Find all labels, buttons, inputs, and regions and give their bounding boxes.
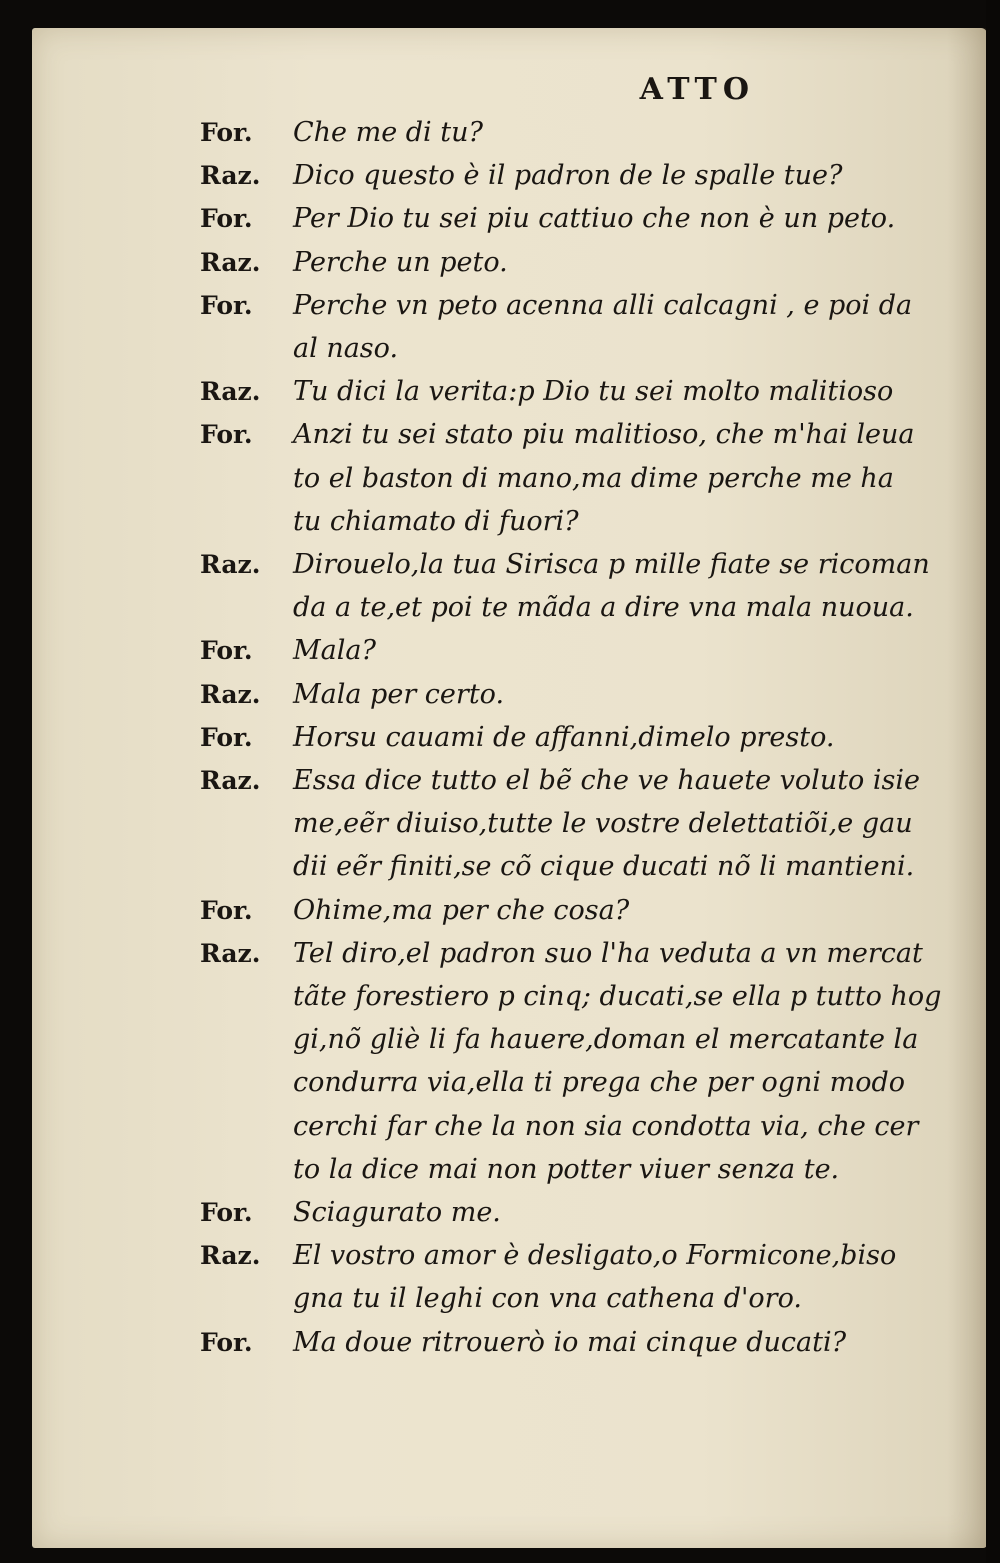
dialogue-line — [0, 891, 955, 931]
speaker-label: For. — [200, 636, 253, 666]
speech-text: Horsu cauami de affanni,dimelo presto. — [293, 721, 835, 753]
speaker-label: For. — [200, 204, 253, 234]
speech-text: El vostro amor è desligato,o Formicone,biso — [293, 1240, 897, 1272]
speech-text: Perche un peto. — [293, 246, 508, 278]
speaker-label: Raz. — [200, 1241, 261, 1271]
dialogue-line — [0, 329, 955, 369]
speech-text: Tu dici la verita:p Dio tu sei molto malitioso — [293, 376, 894, 408]
speaker-label: For. — [200, 1327, 253, 1357]
speech-text: Anzi tu sei stato piu malitioso, che m'hai leua — [293, 419, 915, 451]
dialogue-line — [0, 631, 955, 671]
dialogue-line — [0, 156, 955, 196]
speech-text: gi,nõ gliè li fa hauere,doman el mercatante la — [293, 1024, 919, 1056]
speaker-label: Raz. — [200, 550, 261, 579]
dialogue-line — [0, 588, 955, 628]
dialogue-line — [0, 459, 955, 499]
speech-text: Mala? — [293, 635, 376, 667]
speech-text: Tel diro,el padron suo l'ha veduta a vn mercat — [293, 937, 923, 969]
dialogue-line — [0, 1020, 955, 1060]
dialogue-line — [0, 1279, 955, 1319]
dialogue-line — [0, 977, 955, 1017]
speaker-label: Raz. — [200, 377, 261, 407]
dialogue-line — [0, 761, 955, 801]
dialogue-line — [0, 372, 955, 412]
speech-text: Perche vn peto acenna alli calcagni , e poi da — [293, 289, 913, 321]
speaker-label: Raz. — [200, 766, 261, 795]
speech-text: cerchi far che la non sia condotta via, che cer — [293, 1110, 919, 1142]
dialogue-line — [0, 1150, 955, 1190]
speaker-label: For. — [200, 722, 253, 752]
dialogue-line — [0, 1323, 955, 1363]
dialogue-line — [0, 1107, 955, 1147]
dialogue-line — [0, 1193, 955, 1233]
dialogue-line — [0, 113, 955, 153]
speech-text: me,eẽr diuiso,tutte le vostre delettatiõi,e gau — [293, 808, 913, 840]
dialogue-line — [0, 545, 955, 585]
dialogue-line — [0, 1236, 955, 1276]
speaker-label: Raz. — [200, 247, 261, 277]
speech-text: to el baston di mano,ma dime perche me ha — [293, 462, 894, 494]
speech-text: Che me di tu? — [293, 117, 483, 148]
dialogue-line — [0, 243, 955, 283]
speech-text: Sciagurato me. — [293, 1197, 501, 1228]
speech-text: gna tu il leghi con vna cathena d'oro. — [293, 1283, 802, 1315]
speech-text: da a te,et poi te mãda a dire vna mala nuoua. — [293, 592, 914, 624]
speech-text: Essa dice tutto el bẽ che ve hauete voluto isie — [293, 765, 920, 796]
speech-text: tu chiamato di fuori? — [293, 505, 579, 537]
dialogue-line — [0, 502, 955, 542]
dialogue-line — [0, 934, 955, 974]
speaker-label: Raz. — [200, 161, 261, 191]
dialogue-line — [0, 804, 955, 844]
speech-text: Dico questo è il padron de le spalle tue? — [293, 160, 843, 192]
speaker-label: Raz. — [200, 938, 261, 968]
speech-text: Dirouelo,la tua Sirisca p mille fiate se ricoman — [293, 549, 930, 580]
speech-text: tãte forestiero p cinq; ducati,se ella p tutto hog — [293, 981, 942, 1012]
speech-text: condurra via,ella ti prega che per ogni modo — [293, 1067, 905, 1099]
speech-text: Per Dio tu sei piu cattiuo che non è un peto. — [293, 203, 896, 235]
dialogue-line — [0, 718, 955, 758]
speaker-label: For. — [200, 420, 253, 450]
speech-text: Ohime,ma per che cosa? — [293, 894, 630, 926]
dialogue-line — [0, 415, 955, 455]
speaker-label: For. — [200, 895, 253, 925]
speech-text: to la dice mai non potter viuer senza te. — [293, 1153, 840, 1185]
dialogue-line — [0, 675, 955, 715]
dialogue-line — [0, 286, 955, 326]
speaker-label: For. — [200, 290, 253, 320]
running-head-text: ATTO — [639, 72, 755, 107]
speech-text: Mala per certo. — [293, 678, 505, 710]
dialogue-line — [0, 199, 955, 239]
speech-text: al naso. — [293, 333, 399, 364]
speaker-label: Raz. — [200, 679, 261, 709]
dialogue-line — [0, 1063, 955, 1103]
speech-text: Ma doue ritrouerò io mai cinque ducati? — [293, 1326, 847, 1358]
speaker-label: For. — [200, 118, 253, 147]
dialogue-line — [0, 847, 955, 887]
speaker-label: For. — [200, 1198, 253, 1227]
speech-text: dii eẽr finiti,se cõ cique ducati nõ li mantieni. — [293, 851, 915, 883]
